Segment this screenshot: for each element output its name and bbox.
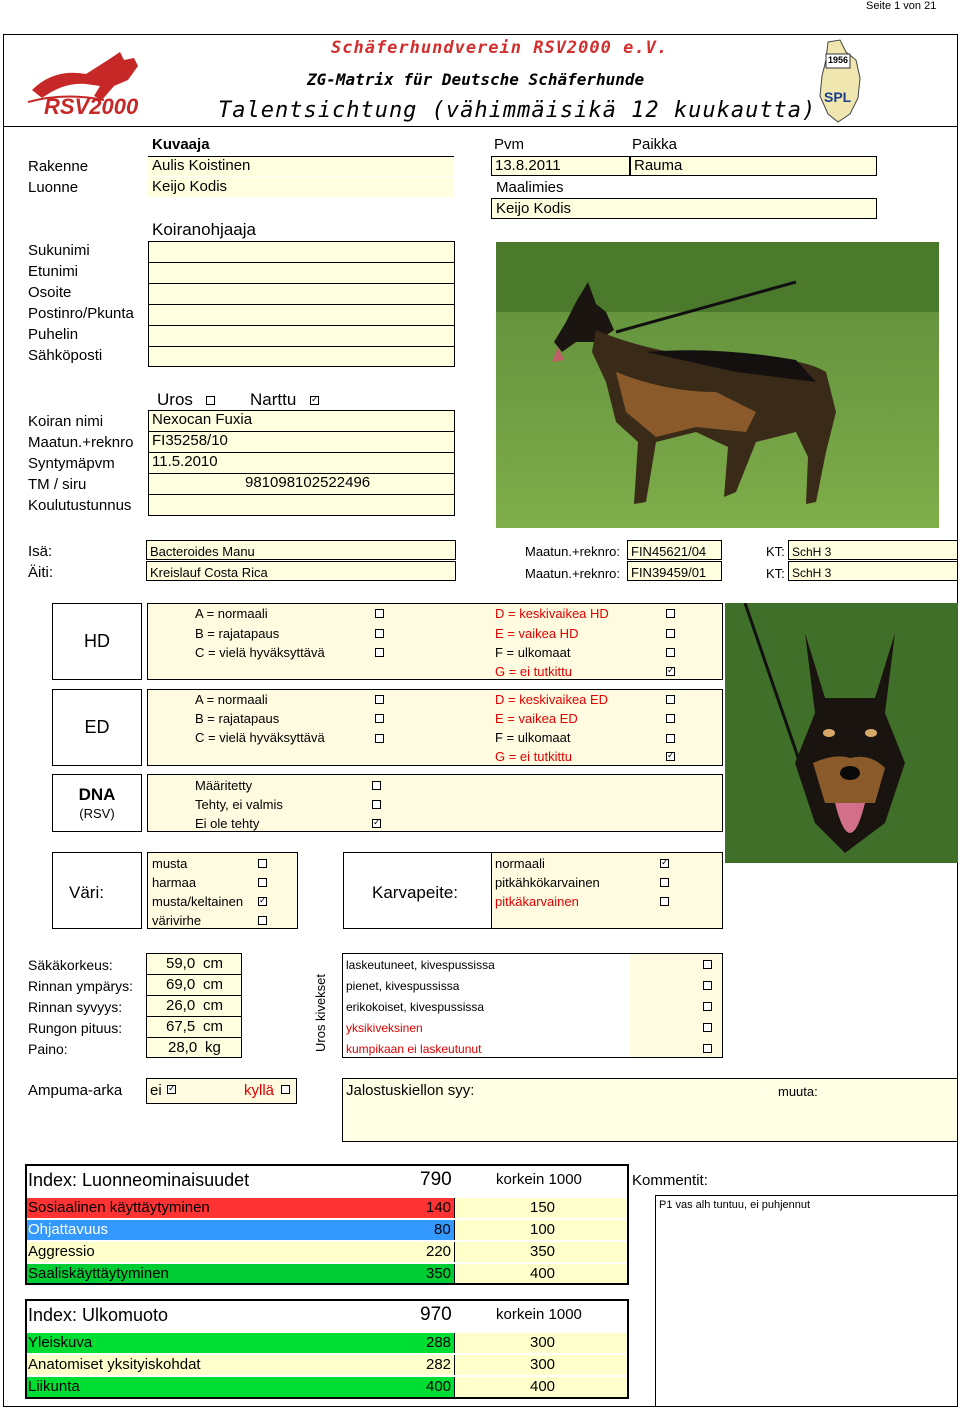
aiti-reknro: FIN39459/01 [631,565,707,580]
aiti-name: Kreislauf Costa Rica [150,565,268,580]
narttu-label: Narttu [250,390,297,409]
koiran-nimi-value[interactable]: Nexocan Fuxia [152,411,253,428]
ed-d-checkbox[interactable] [666,695,675,704]
syntymapvm-label: Syntymäpvm [28,455,115,472]
ed-label: ED [84,717,110,737]
vari-harmaa-checkbox[interactable] [258,878,267,887]
testicle-laskeutuneet-checkbox[interactable] [703,960,712,969]
sukunimi-field[interactable] [149,242,454,262]
dog-photo-head [725,603,958,863]
isa-kt-field[interactable] [788,540,958,560]
hd-e-checkbox[interactable] [666,629,675,638]
vari-mustakeltainen-label: musta/keltainen [152,894,244,909]
paino-unit: kg [205,1039,221,1056]
aiti-kt: SchH 3 [792,566,832,580]
dna-label-box [52,774,142,832]
vari-harmaa-label: harmaa [152,875,197,890]
ed-c-checkbox[interactable] [375,734,384,743]
isa-kt-label: KT: [766,544,785,559]
index-luonne-title: Index: Luonneominaisuudet [28,1170,250,1190]
ed-f-checkbox[interactable] [666,734,675,743]
ed-g-checkbox[interactable]: ✓ [667,751,675,761]
maalimies-value: Keijo Kodis [496,200,572,217]
hd-g-label: G = ei tutkittu [495,664,572,679]
paino-value[interactable]: 28,0 [168,1039,198,1056]
rinnan-syvyys-unit: cm [203,997,223,1014]
luonne-row-1-label: Ohjattavuus [28,1221,109,1238]
kuvaaja-field[interactable] [148,156,454,176]
isa-name-field[interactable] [146,540,456,560]
ulko-row-1-value: 282 [426,1356,452,1373]
luonne-row-3-value: 350 [426,1265,452,1282]
sahkoposti-field[interactable] [149,347,454,367]
ampuma-ei-checkbox[interactable]: ✓ [168,1084,176,1094]
luonne-label: Luonne [28,179,79,196]
ed-e-checkbox[interactable] [666,714,675,723]
index-luonne-value: 790 [420,1169,452,1190]
testicle-erikokoiset-label: erikokoiset, kivespussissa [346,1000,485,1014]
vari-musta-checkbox[interactable] [258,859,267,868]
hd-label-box [52,603,142,680]
hd-b-checkbox[interactable] [375,629,384,638]
dna-ei-label: Ei ole tehty [195,816,260,831]
dna-tehty-checkbox[interactable] [372,800,381,809]
ed-f-label: F = ulkomaat [495,730,571,745]
luonne-row-0-value: 140 [426,1199,452,1216]
ed-b-label: B = rajatapaus [195,711,280,726]
ampuma-label: Ampuma-arka [28,1082,123,1099]
ulko-row-2-label: Liikunta [28,1378,80,1395]
index-ulko-max: korkein 1000 [496,1306,582,1323]
ed-a-label: A = normaali [195,692,268,707]
uros-checkbox[interactable] [206,396,215,405]
aiti-kt-field[interactable] [788,561,958,581]
isa-label: Isä: [28,543,53,560]
hd-d-checkbox[interactable] [666,609,675,618]
reknro-value[interactable]: FI35258/10 [152,432,228,449]
hd-e-label: E = vaikea HD [495,626,579,641]
hd-b-label: B = rajatapaus [195,626,280,641]
rinnan-ymparys-label: Rinnan ympärys: [28,978,134,994]
luonne-row-0-label: Sosiaalinen käyttäytyminen [28,1199,210,1216]
hd-label: HD [84,631,110,651]
vari-musta-label: musta [152,856,188,871]
luonne-row-2-value: 220 [426,1243,452,1260]
aiti-name-field[interactable] [146,561,456,581]
ulko-row-1-max: 300 [530,1356,556,1373]
dog-photo-standing [496,242,939,528]
testicle-pienet-checkbox[interactable] [703,981,712,990]
page-bottom-line [3,1406,958,1407]
sakakorkeus-unit: cm [203,955,223,972]
badge-year-text: 1956 [828,55,849,65]
logo-text: RSV2000 [44,94,139,119]
luonne-row-1-max: 100 [530,1221,556,1238]
rungon-pituus-label: Rungon pituus: [28,1020,123,1036]
hd-f-checkbox[interactable] [666,648,675,657]
rinnan-ymparys-value[interactable]: 69,0 [166,976,196,993]
index-ulko-title: Index: Ulkomuoto [28,1305,169,1325]
jalostus-label: Jalostuskiellon syy: [346,1082,475,1099]
kuvaaja-label: Kuvaaja [152,136,210,153]
luonne-row-0-max: 150 [530,1199,556,1216]
testicle-laskeutuneet-label: laskeutuneet, kivespussissa [346,958,495,972]
maalimies-field[interactable] [491,198,877,219]
osoite-field[interactable] [149,284,454,304]
pvm-field[interactable] [491,156,630,176]
koiran-nimi-label: Koiran nimi [28,413,104,430]
pvm-value: 13.8.2011 [495,157,561,174]
karva-pitkahko-checkbox[interactable] [660,878,669,887]
ulko-row-0-label: Yleiskuva [28,1334,93,1351]
ulko-row-2-max: 400 [530,1378,556,1395]
rakenne-label: Rakenne [28,158,89,175]
luonne-row-2-label: Aggressio [28,1243,95,1260]
rinnan-ymparys-unit: cm [203,976,223,993]
paino-label: Paino: [28,1041,68,1057]
karvapeite-label: Karvapeite: [372,883,458,902]
dna-tehty-label: Tehty, ei valmis [195,797,283,812]
ampuma-kylla-checkbox[interactable] [281,1085,290,1094]
testicle-pienet-label: pienet, kivespussissa [346,979,460,993]
hd-a-checkbox[interactable] [375,609,384,618]
testicle-kumpikaan-checkbox[interactable] [703,1044,712,1053]
sukunimi-label: Sukunimi [28,242,90,259]
tm-label: TM / siru [28,476,87,493]
vari-label-box [52,852,142,929]
luonne-field[interactable] [148,177,454,197]
ed-e-label: E = vaikea ED [495,711,578,726]
ulko-row-0-value: 288 [426,1334,452,1351]
ulko-row-1-label: Anatomiset yksityiskohdat [28,1356,201,1373]
aiti-label: Äiti: [28,564,54,581]
aiti-kt-label: KT: [766,566,785,581]
ed-a-checkbox[interactable] [375,695,384,704]
dna-ei-checkbox[interactable]: ✓ [373,818,381,828]
ulko-row-2-value: 400 [426,1378,452,1395]
hd-f-label: F = ulkomaat [495,645,571,660]
paikka-field[interactable] [630,156,877,176]
karva-pitka-checkbox[interactable] [660,897,669,906]
etunimi-field[interactable] [149,263,454,283]
kommentit-label: Kommentit: [632,1172,708,1189]
aiti-reknro-label: Maatun.+reknro: [525,566,621,581]
ampuma-kylla-label: kyllä [244,1082,275,1099]
ed-b-checkbox[interactable] [375,714,384,723]
karva-normaali-checkbox[interactable]: ✓ [661,858,669,868]
ulko-row-0-max: 300 [530,1334,556,1351]
dna-label: DNA [78,785,116,804]
rinnan-syvyys-value[interactable]: 26,0 [166,997,196,1014]
subtitle: ZG-Matrix für Deutsche Schäferhunde [307,70,645,89]
spl-badge [810,38,870,124]
kuvaaja-value: Aulis Koistinen [152,157,251,174]
vari-varivirhe-checkbox[interactable] [258,916,267,925]
index-luonne-max: korkein 1000 [496,1171,582,1188]
aiti-reknro-field[interactable] [627,561,722,581]
page-title: Talentsichtung (vähimmäisikä 12 kuukautta) [218,98,817,123]
isa-reknro: FIN45621/04 [631,544,707,559]
sakakorkeus-label: Säkäkorkeus: [28,957,113,973]
uros-label: Uros [157,390,193,409]
luonne-value: Keijo Kodis [152,178,228,195]
rsv2000-logo [24,40,164,120]
testicle-yksikiveksinen-label: yksikiveksinen [346,1021,423,1035]
hd-c-checkbox[interactable] [375,648,384,657]
luonne-row-3-max: 400 [530,1265,556,1282]
hd-a-label: A = normaali [195,606,268,621]
ed-c-label: C = vielä hyväksyttävä [195,730,325,745]
luonne-row-3-label: Saaliskäyttäytyminen [28,1265,169,1282]
puhelin-label: Puhelin [28,326,79,343]
syntymapvm-value[interactable]: 11.5.2010 [152,453,218,470]
puhelin-field[interactable] [149,326,454,346]
koiranohjaaja-label: Koiranohjaaja [152,220,256,239]
ulko-row-2-fill [27,1377,454,1397]
tm-value[interactable]: 981098102522496 [245,474,371,491]
vari-varivirhe-label: värivirhe [152,913,202,928]
luonne-row-1-value: 80 [434,1221,451,1238]
dna-maaritetty-checkbox[interactable] [372,781,381,790]
uros-kivekset-label: Uros kivekset [313,973,328,1052]
narttu-checkbox[interactable]: ✓ [311,395,319,405]
paikka-label: Paikka [632,136,678,153]
osoite-label: Osoite [28,284,72,301]
vari-mustakeltainen-checkbox[interactable]: ✓ [259,896,267,906]
rungon-pituus-value[interactable]: 67,5 [166,1018,196,1035]
testicle-kumpikaan-label: kumpikaan ei laskeutunut [346,1042,482,1056]
hd-g-checkbox[interactable]: ✓ [667,666,675,676]
hd-c-label: C = vielä hyväksyttävä [195,645,325,660]
sakakorkeus-value[interactable]: 59,0 [166,955,196,972]
ed-d-label: D = keskivaikea ED [495,692,609,707]
hd-d-label: D = keskivaikea HD [495,606,609,621]
isa-reknro-label: Maatun.+reknro: [525,544,621,559]
sahkoposti-label: Sähköposti [28,347,103,364]
postinro-label: Postinro/Pkunta [28,305,134,322]
maalimies-label: Maalimies [496,179,564,196]
isa-name: Bacteroides Manu [150,544,255,559]
koulutus-field[interactable] [149,494,454,514]
luonne-row-2-max: 350 [530,1243,556,1260]
page-label: Seite 1 von 21 [866,0,937,12]
dna-maaritetty-label: Määritetty [195,778,253,793]
paikka-value: Rauma [634,157,683,174]
karva-normaali-label: normaali [495,856,545,871]
ed-g-label: G = ei tutkittu [495,749,572,764]
koulutus-label: Koulutustunnus [28,497,132,514]
ampuma-ei-label: ei [150,1082,162,1099]
karvapeite-label-box [343,852,492,929]
etunimi-label: Etunimi [28,263,79,280]
club-name: Schäferhundverein RSV2000 e.V. [331,38,669,58]
ed-label-box [52,689,142,766]
dna-sub: (RSV) [79,806,115,821]
rinnan-syvyys-label: Rinnan syvyys: [28,999,123,1015]
badge-text: SPL [824,89,852,105]
rungon-pituus-unit: cm [203,1018,223,1035]
testicle-yksikiveksinen-checkbox[interactable] [703,1023,712,1032]
kommentit-text: P1 vas alh tuntuu, ei puhjennut [659,1199,811,1211]
isa-kt: SchH 3 [792,545,832,559]
karva-pitka-label: pitkäkarvainen [495,894,579,909]
kommentit-box[interactable] [655,1195,958,1407]
karva-pitkahko-label: pitkähkökarvainen [495,875,600,890]
isa-reknro-field[interactable] [627,540,722,560]
pvm-label: Pvm [494,136,524,153]
testicle-erikokoiset-checkbox[interactable] [703,1002,712,1011]
muuta-label: muuta: [778,1084,818,1099]
reknro-label: Maatun.+reknro [28,434,134,451]
vari-label: Väri: [69,883,104,902]
index-ulko-value: 970 [420,1304,452,1325]
postinro-field[interactable] [149,305,454,325]
